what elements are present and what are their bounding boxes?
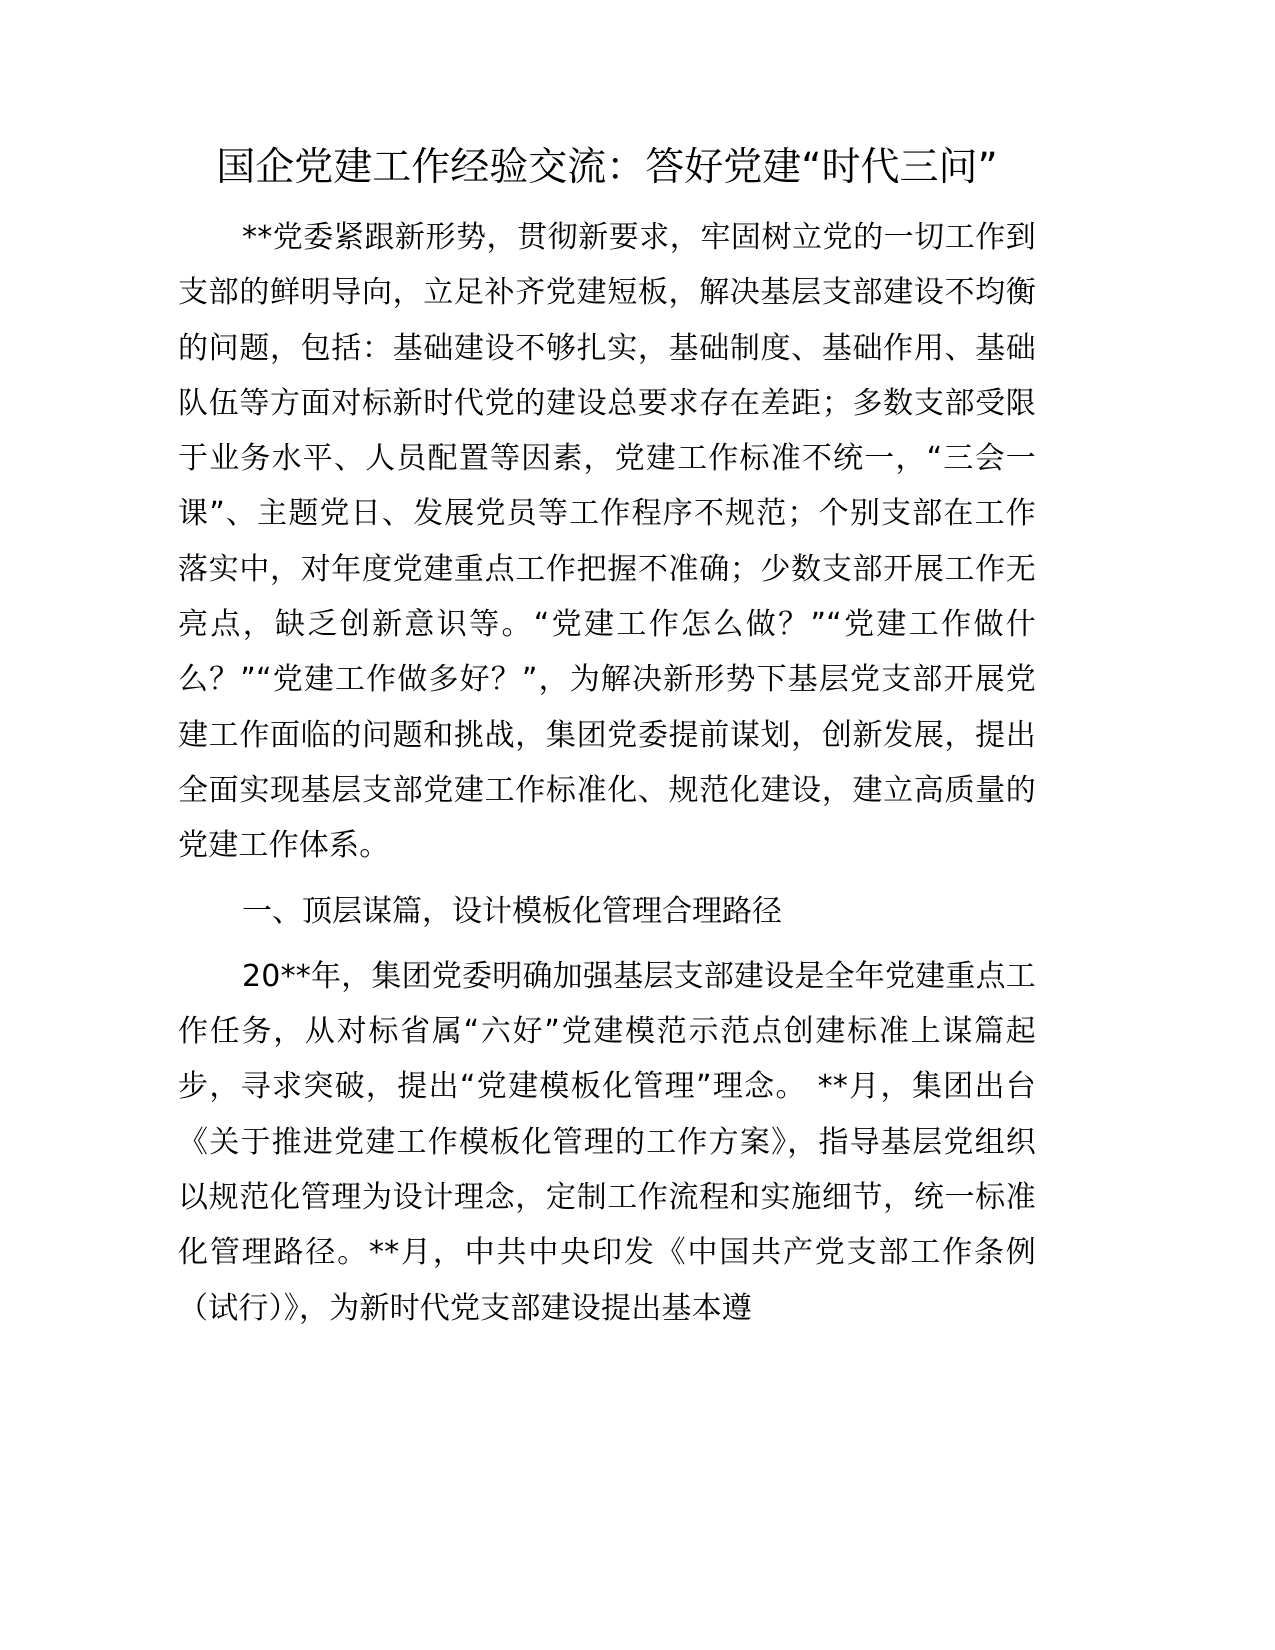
section-paragraph: 20**年，集团党委明确加强基层支部建设是全年党建重点工作任务，从对标省属“六好”党建模范示范点创建标准上谋篇起步，寻求突破，提出“党建模板化管理”理念。 **月，集团出台《关于推进党建工作模板化管理的工作方案》，指导基层党组织以规范化管理为设计理念，定制工作流程和实施细节，统一标准化管理路径。**月，中共中央印发《中国共产党支部工作条例（试行）》，为新时代党支部建设提出基本遵 bbox=[178, 958, 1036, 1326]
document-page bbox=[178, 140, 1036, 1336]
document-title: 国企党建工作经验交流：答好党建“时代三问” bbox=[216, 145, 998, 190]
section-heading: 一、顶层谋篇，设计模板化管理合理路径 bbox=[242, 893, 782, 929]
intro-paragraph: **党委紧跟新形势，贯彻新要求，牢固树立党的一切工作到支部的鲜明导向，立足补齐党建短板，解决基层支部建设不均衡的问题，包括：基础建设不够扎实，基础制度、基础作用、基础队伍等方面对标新时代党的建设总要求存在差距；多数支部受限于业务水平、人员配置等因素，党建工作标准不统一，“三会一课”、主题党日、发展党员等工作程序不规范；个别支部在工作落实中，对年度党建重点工作把握不准确；少数支部开展工作无亮点，缺乏创新意识等。“党建工作怎么做？”“党建工作做什么？”“党建工作做多好？”，为解决新形势下基层党支部开展党建工作面临的问题和挑战，集团党委提前谋划，创新发展，提出全面实现基层支部党建工作标准化、规范化建设，建立高质量的党建工作体系。 bbox=[178, 220, 1036, 864]
